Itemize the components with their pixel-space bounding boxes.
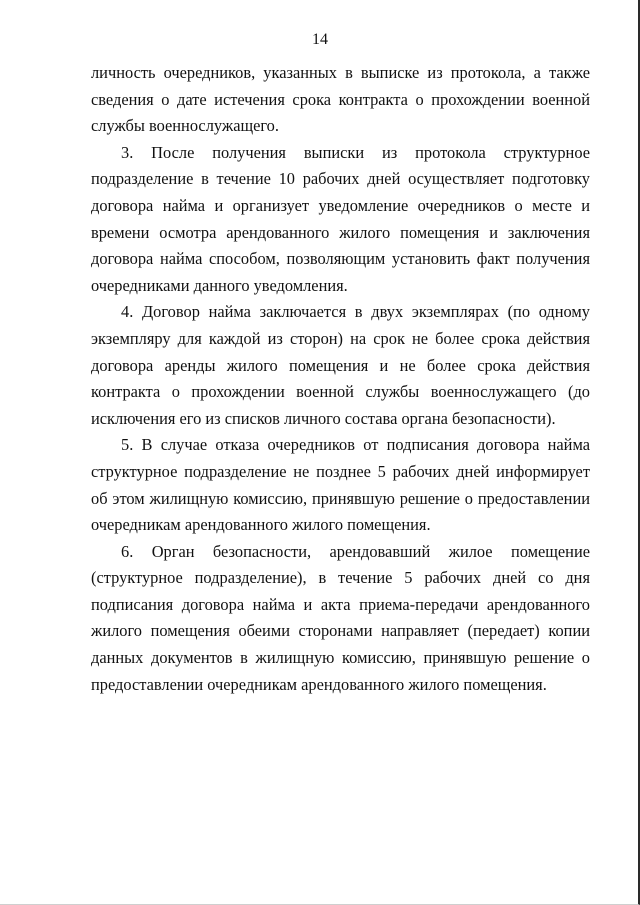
page-number: 14 bbox=[312, 31, 328, 48]
paragraph-continuation: личность очередников, указанных в выписке из протокола, а также сведения о дате истечения срока контракта о прохождении военной службы военнослужащего. bbox=[91, 63, 590, 136]
paragraph-item-3: 3. После получения выписки из протокола структурное подразделение в течение 10 рабочих дней осуществляет подготовку договора найма и организует уведомление очередников о месте и времени осмотра арендованного жилого помещения и заключения договора найма способом, позволяющим установить факт получения очередниками данного уведомления. bbox=[91, 142, 590, 295]
paragraph-item-5: 5. В случае отказа очередников от подписания договора найма структурное подразделение не позднее 5 рабочих дней информирует об этом жилищную комиссию, принявшую решение о предоставлении очередникам арендованного жилого помещения. bbox=[91, 435, 590, 535]
document-body bbox=[91, 60, 590, 698]
paragraph-item-6: 6. Орган безопасности, арендовавший жилое помещение (структурное подразделение), в течение 5 рабочих дней со дня подписания договора найма и акта приема-передачи арендованного жилого помещения обеими сторонами направляет (передает) копии данных документов в жилищную комиссию, принявшую решение о предоставлении очередникам арендованного жилого помещения. bbox=[91, 541, 590, 694]
paragraph-item-4: 4. Договор найма заключается в двух экземплярах (по одному экземпляру для каждой из сторон) на срок не более срока действия договора аренды жилого помещения и не более срока действия контракта о прохождении военной службы военнослужащего (до исключения его из списков личного состава органа безопасности). bbox=[91, 302, 590, 428]
